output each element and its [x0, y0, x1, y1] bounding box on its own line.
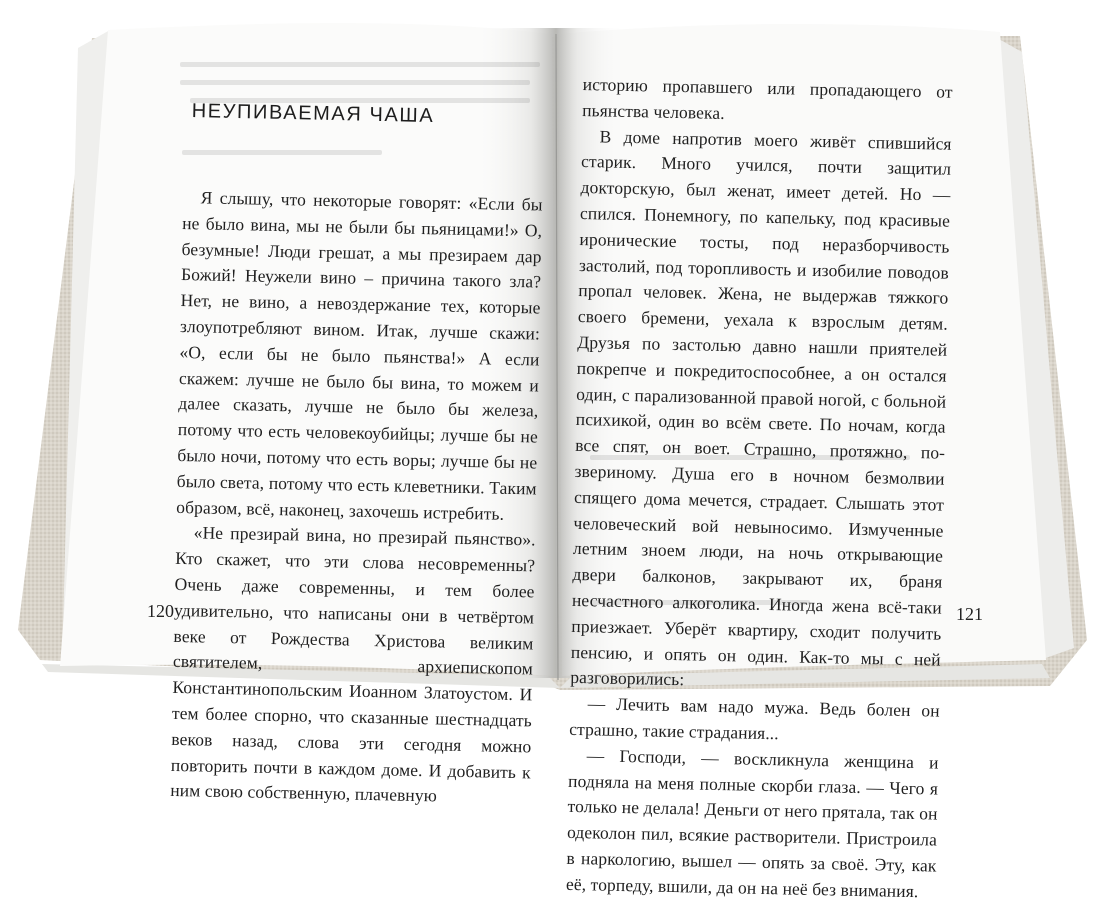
- left-paragraph: Я слышу, что некоторые говорят: «Если бы не было вина, мы не были бы пьяницами!» О, безумные! Люди грешат, а мы презираем дар Божий! Неужели вино – причина такого зла? Нет, не вино, а невоздержание тех, которые злоупотребляют вином. Итак, лучше скажи: «О, если бы не было пьянства!» А если скажем: лучше не было бы вина, то можем и далее сказать, лучше не было бы железа, потому что есть человекоубийцы; лучше бы не было ночи, потому что есть воры; лучше бы не было света, потому что есть клеветники. Таким образом, всё, наконец, захочешь истребить.: [176, 187, 543, 524]
- right-paragraph: — Лечить вам надо мужа. Ведь болен он страшно, такие страдания...: [569, 693, 940, 744]
- page-number-left: 120: [147, 601, 174, 621]
- chapter-heading: НЕУПИВАЕМАЯ ЧАША: [191, 100, 435, 128]
- page-number-right: 121: [956, 604, 983, 624]
- right-paragraph: историю пропавшего или пропадающего от пьянства человека.: [581, 73, 953, 123]
- right-paragraph: В доме напротив моего живёт спившийся старик. Много учился, почти защитил докторскую, был женат, имеет детей. Но — спился. Понемногу, по капельку, под красивые иронические тосты, под неразборчивость застолий, под торопливость и изобилие поводов пропал человек. Жена, не выдержав тяжкого своего бремени, уехала к взрослым детям. Друзья по застолью давно нашли приятелей покрепче и покредитоспособнее, а он остался один, с парализованной правой ногой, с больной психикой, один во всём свете. По ночам, когда все спят, он воет. Страшно, протяжно, по-звериному. Душа его в ночном безмолвии спящего дома мечется, страдает. Слышать этот человеческий вой невыносимо. Измученные летним зноем люди, на ночь открывающие двери балконов, закрывают их, браня несчастного алкоголика. Иногда жена всё-таки приезжает. Уберёт квартиру, сходит получить пенсию, и опять он один. Как-то мы с ней разговорились:: [570, 125, 952, 690]
- left-page-text: [170, 185, 543, 812]
- right-page-text: [566, 72, 953, 905]
- left-paragraph: «Не презирай вина, но презирай пьянство». Кто скажет, что эти слова несовременны? Очень даже современны, и тем более удивительно, что написаны они в четвёртом веке от Рождества Христова великим святителем, архиепископом Константинопольским Иоанном Златоустом. И тем более спорно, что сказанные шестнадцать веков назад, слова эти сегодня можно повторить почти в каждом доме. И добавить к ним свою собственную, плачевную: [170, 522, 536, 806]
- right-paragraph: — Господи, — воскликнула женщина и подняла на меня полные скорби глаза. — Чего я только не делала! Деньги от него прятала, так он одеколон пил, всякие растворители. Пристроила в наркологию, вышел — опять за своё. Эту, как её, торпеду, вшили, да он на неё без внимания.: [565, 744, 939, 901]
